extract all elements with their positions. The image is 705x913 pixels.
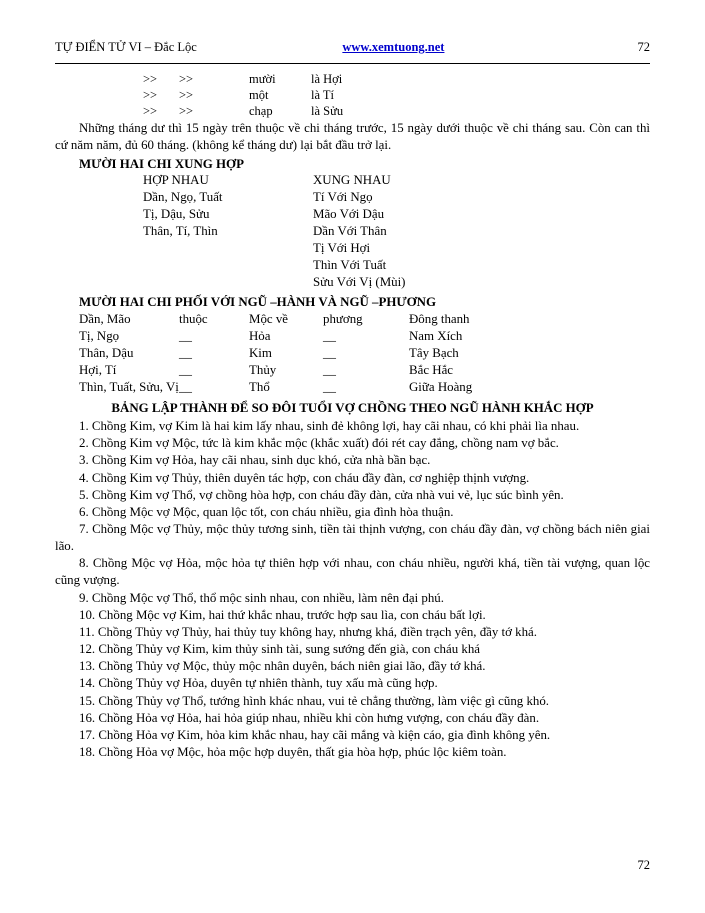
list-item: 1. Chồng Kim, vợ Kim là hai kim lấy nhau, sinh đẻ không lợi, hay cãi nhau, có khi phải lìa nhau. <box>79 419 580 434</box>
chi-group: Tị, Ngọ <box>79 329 120 344</box>
table-row <box>143 241 405 258</box>
list-item: 17. Chồng Hỏa vợ Kim, hỏa kim khắc nhau, hay cãi mắng và kiện cáo, gia đình không yên. <box>79 727 551 742</box>
list-item: 6. Chồng Mộc vợ Mộc, quan lộc tốt, con cháu nhiều, gia đình hòa thuận. <box>79 504 454 519</box>
table-row <box>143 190 405 207</box>
list-item: 14. Chồng Thủy vợ Hỏa, duyên tự nhiên thành, tuy xấu mà cũng hợp. <box>79 676 438 691</box>
list-item: 10. Chồng Mộc vợ Kim, hai thứ khắc nhau, trước hợp sau lìa, con cháu bất lợi. <box>79 607 486 622</box>
hanh-value: Kim <box>249 346 272 361</box>
phuong-value: Bắc Hắc <box>409 363 454 378</box>
gt-mark-1: >> <box>143 88 158 102</box>
month-name: mười <box>249 72 276 86</box>
hop-nhau-value: Thân, Tí, Thìn <box>143 224 218 239</box>
list-item: 16. Chồng Hỏa vợ Hỏa, hai hỏa giúp nhau, nhiều khi còn hưng vượng, con cháu đầy đàn. <box>79 710 540 725</box>
hop-nhau-value: Dần, Ngọ, Tuất <box>143 190 223 205</box>
section-title-xung-hop: MƯỜI HAI CHI XUNG HỢP <box>79 157 244 172</box>
xung-hop-table <box>143 173 405 292</box>
column-header-hop-nhau: HỢP NHAU <box>143 173 209 188</box>
month-name: một <box>249 88 269 102</box>
chi-name: là Tí <box>311 88 335 102</box>
phuong-label: __ <box>323 329 336 344</box>
table-row <box>143 224 405 241</box>
chi-name: là Hợi <box>311 72 343 86</box>
header-book-title: TỰ ĐIỂN TỬ VI – Đắc Lộc <box>55 40 197 54</box>
gt-mark-1: >> <box>143 72 158 86</box>
hop-nhau-value <box>143 241 313 258</box>
table-row <box>79 346 472 363</box>
list-item: 4. Chồng Kim vợ Thủy, thiên duyên tác hợp, con cháu đầy đàn, cơ nghiệp thịnh vượng. <box>79 470 530 485</box>
hop-nhau-value <box>143 258 313 275</box>
hop-nhau-value <box>143 275 313 292</box>
list-item: 9. Chồng Mộc vợ Thổ, thổ mộc sinh nhau, con nhiều, làm nên đại phú. <box>79 590 444 605</box>
phuong-label: __ <box>323 363 336 378</box>
list-item: 15. Chồng Thủy vợ Thổ, tướng hình khác nhau, vui tẻ chẳng thường, làm việc gì cũng khó. <box>79 693 550 708</box>
phuong-label: __ <box>323 380 336 395</box>
list-item: 2. Chồng Kim vợ Mộc, tức là kim khắc mộc (khắc xuất) đói rét cay đắng, chồng nam vợ bắc. <box>79 436 559 451</box>
section-title-ngu-hanh: MƯỜI HAI CHI PHỐI VỚI NGŨ –HÀNH VÀ NGŨ –PHƯƠNG <box>79 295 437 310</box>
ngu-hanh-table <box>79 312 472 397</box>
list-item: 7. Chồng Mộc vợ Thủy, mộc thủy tương sinh, tiền tài thịnh vượng, con cháu đầy đàn, vợ chồng bách niên giai lão. <box>55 522 650 554</box>
thuoc-label: __ <box>179 363 192 378</box>
header-page-number: 72 <box>637 40 650 54</box>
table-row <box>79 363 472 380</box>
table-row <box>143 275 405 292</box>
xung-nhau-value: Thìn Với Tuất <box>313 258 387 273</box>
gt-mark-2: >> <box>179 104 194 118</box>
table-row <box>143 88 343 104</box>
month-name: chạp <box>249 104 273 118</box>
list-item: 13. Chồng Thủy vợ Mộc, thủy mộc nhân duyên, bách niên giai lão, đầy tớ khá. <box>79 659 486 674</box>
table-row <box>143 104 343 120</box>
thuoc-label: __ <box>179 346 192 361</box>
chi-group: Hợi, Tí <box>79 363 117 378</box>
thuoc-label: __ <box>179 380 192 395</box>
section-title-bang-lap-thanh: BẢNG LẬP THÀNH ĐỂ SO ĐÔI TUỔI VỢ CHỒNG THEO NGŨ HÀNH KHẮC HỢP <box>111 401 594 416</box>
hanh-value: Thổ <box>249 380 270 395</box>
header-website-link[interactable]: www.xemtuong.net <box>342 40 445 54</box>
table-row <box>143 258 405 275</box>
thuoc-label: __ <box>179 329 192 344</box>
table-row <box>143 207 405 224</box>
table-row <box>79 380 472 397</box>
phuong-value: Nam Xích <box>409 329 463 344</box>
hanh-value: Mộc về <box>249 312 289 327</box>
thuoc-label: thuộc <box>179 312 208 327</box>
list-item: 3. Chồng Kim vợ Hỏa, hay cãi nhau, sinh dục khó, cửa nhà bần bạc. <box>79 453 431 468</box>
list-item: 11. Chồng Thủy vợ Thủy, hai thủy tuy không hay, nhưng khá, điền trạch yên, đầy tớ khá. <box>79 624 537 639</box>
phuong-value: Tây Bạch <box>409 346 459 361</box>
compatibility-list <box>55 418 650 761</box>
xung-nhau-value: Sửu Với Vị (Mùi) <box>313 275 406 290</box>
page-header <box>55 40 650 55</box>
phuong-value: Đông thanh <box>409 312 470 327</box>
xung-nhau-value: Tị Với Hợi <box>313 241 371 256</box>
phuong-label: __ <box>323 346 336 361</box>
hop-nhau-value: Tị, Dậu, Sửu <box>143 207 210 222</box>
list-item: 12. Chồng Thủy vợ Kim, kim thủy sinh tài, sung sướng đến già, con cháu khá <box>79 642 480 657</box>
column-header-xung-nhau: XUNG NHAU <box>313 173 391 188</box>
chi-group: Dần, Mão <box>79 312 131 327</box>
gt-mark-2: >> <box>179 72 194 86</box>
xung-nhau-value: Dần Với Thân <box>313 224 387 239</box>
month-chi-table <box>143 72 343 120</box>
hanh-value: Hỏa <box>249 329 271 344</box>
chi-name: là Sửu <box>311 104 344 118</box>
chi-group: Thân, Dậu <box>79 346 134 361</box>
gt-mark-2: >> <box>179 88 194 102</box>
list-item: 5. Chồng Kim vợ Thổ, vợ chồng hòa hợp, con cháu đầy đàn, cửa nhà vui vẻ, lục súc bình yên. <box>79 487 564 502</box>
header-divider <box>55 63 650 64</box>
intro-paragraph: Những tháng dư thì 15 ngày trên thuộc về chi tháng trước, 15 ngày dưới thuộc về chi tháng sau. Còn can thì cứ năm năm, đủ 60 tháng. (không kể tháng dư) lại bắt đầu trở lại. <box>55 121 650 153</box>
page-content <box>55 40 650 761</box>
table-row <box>79 329 472 346</box>
hanh-value: Thủy <box>249 363 277 378</box>
table-row <box>143 72 343 88</box>
xung-nhau-value: Tí Với Ngọ <box>313 190 373 205</box>
phuong-value: Giữa Hoàng <box>409 380 473 395</box>
chi-group: Thìn, Tuất, Sửu, Vị <box>79 380 179 395</box>
table-row <box>79 312 472 329</box>
xung-nhau-value: Mão Với Dậu <box>313 207 385 222</box>
list-item: 8. Chồng Mộc vợ Hỏa, mộc hỏa tự thiên hợp với nhau, con cháu nhiều, người khá, tiền tài vượng, quan lộc cũng vượng. <box>55 556 650 588</box>
table-header-row <box>143 173 405 190</box>
footer-page-number: 72 <box>637 858 650 872</box>
list-item: 18. Chồng Hỏa vợ Mộc, hỏa mộc hợp duyên, thất gia hòa hợp, phúc lộc kiêm toàn. <box>79 745 507 760</box>
phuong-label: phương <box>323 312 363 327</box>
gt-mark-1: >> <box>143 104 158 118</box>
